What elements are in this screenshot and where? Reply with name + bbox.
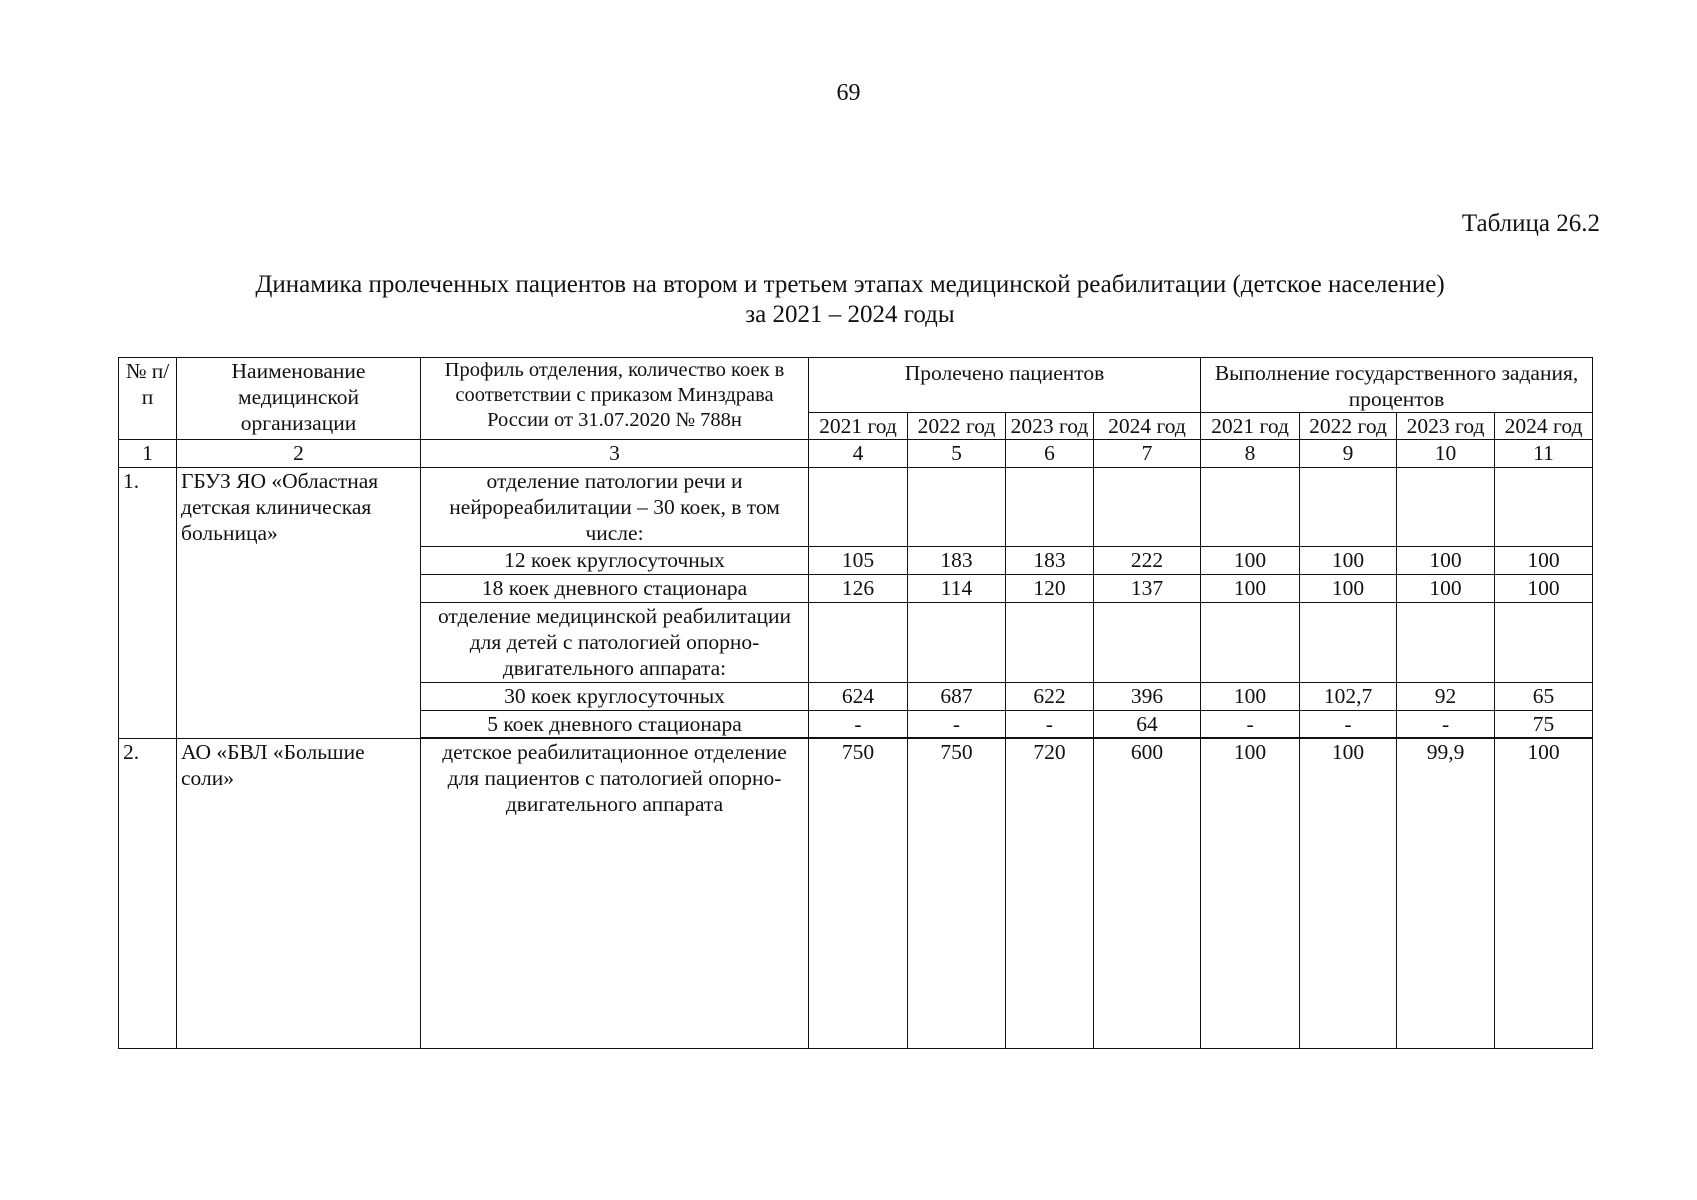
value-cell: 99,9: [1397, 739, 1495, 1049]
row-org: ГБУЗ ЯО «Областная детская клиническая больница»: [177, 468, 421, 739]
col-number: 6: [1006, 440, 1094, 468]
value-cell: 396: [1094, 683, 1201, 711]
col-number: 8: [1201, 440, 1300, 468]
value-cell: 105: [809, 547, 908, 575]
document-title: [170, 270, 1530, 330]
empty-cell: [1006, 468, 1094, 547]
value-cell: 100: [1201, 575, 1300, 603]
title-line-1: Динамика пролеченных пациентов на втором и третьем этапах медицинской реабилитации (детское население): [255, 271, 1445, 298]
empty-cell: [1495, 603, 1593, 683]
col-number: 4: [809, 440, 908, 468]
empty-cell: [1201, 603, 1300, 683]
empty-cell: [908, 468, 1006, 547]
section-title: отделение патологии речи и нейрореабилитации – 30 коек, в том числе:: [421, 468, 809, 547]
table-row: [119, 739, 1593, 1049]
value-cell: -: [809, 711, 908, 738]
value-cell: 222: [1094, 547, 1201, 575]
value-cell: -: [1300, 711, 1397, 738]
value-cell: 100: [1201, 739, 1300, 1049]
table-label: Таблица 26.2: [1461, 210, 1600, 237]
empty-cell: [1300, 603, 1397, 683]
profile-text: детское реабилитационное отделение для пациентов с патологией опорно-двигательного аппарата: [421, 739, 809, 1049]
value-cell: -: [1006, 711, 1094, 738]
empty-cell: [1397, 468, 1495, 547]
value-cell: -: [908, 711, 1006, 738]
value-cell: 750: [809, 739, 908, 1049]
value-cell: 120: [1006, 575, 1094, 603]
value-cell: 100: [1495, 547, 1593, 575]
value-cell: 64: [1094, 711, 1201, 738]
value-cell: 183: [908, 547, 1006, 575]
value-cell: -: [1201, 711, 1300, 738]
table-row: [119, 468, 1593, 547]
empty-cell: [809, 603, 908, 683]
header-profile: Профиль отделения, количество коек в соответствии с приказом Минздрава России от 31.07.2020 № 788н: [421, 358, 809, 440]
empty-cell: [908, 603, 1006, 683]
value-cell: 100: [1201, 683, 1300, 711]
value-cell: 102,7: [1300, 683, 1397, 711]
value-cell: 720: [1006, 739, 1094, 1049]
empty-cell: [1094, 603, 1201, 683]
header-num: № п/п: [119, 358, 177, 440]
value-cell: 622: [1006, 683, 1094, 711]
title-line-2: за 2021 – 2024 годы: [745, 301, 955, 328]
row-org: АО «БВЛ «Большие соли»: [177, 739, 421, 1049]
empty-cell: [1300, 468, 1397, 547]
value-cell: 126: [809, 575, 908, 603]
section-title: отделение медицинской реабилитации для детей с патологией опорно-двигательного аппарата:: [421, 603, 809, 683]
header-year: 2023 год: [1397, 413, 1495, 440]
empty-cell: [1094, 468, 1201, 547]
col-number: 11: [1495, 440, 1593, 468]
col-number: 1: [119, 440, 177, 468]
item-label: 30 коек круглосуточных: [421, 683, 809, 711]
item-label: 18 коек дневного стационара: [421, 575, 809, 603]
col-number: 10: [1397, 440, 1495, 468]
value-cell: 183: [1006, 547, 1094, 575]
header-fulfillment: Выполнение государственного задания, процентов: [1201, 358, 1593, 413]
col-number: 9: [1300, 440, 1397, 468]
value-cell: 100: [1397, 575, 1495, 603]
column-numbers-row: [119, 440, 1593, 468]
header-year: 2023 год: [1006, 413, 1094, 440]
empty-cell: [809, 468, 908, 547]
value-cell: 92: [1397, 683, 1495, 711]
col-number: 5: [908, 440, 1006, 468]
value-cell: 100: [1300, 547, 1397, 575]
empty-cell: [1397, 603, 1495, 683]
empty-cell: [1006, 603, 1094, 683]
rehab-patients-table: [118, 357, 1593, 1049]
row-num: 2.: [119, 739, 177, 1049]
col-number: 3: [421, 440, 809, 468]
value-cell: 137: [1094, 575, 1201, 603]
value-cell: 624: [809, 683, 908, 711]
value-cell: 750: [908, 739, 1006, 1049]
item-label: 5 коек дневного стационара: [421, 711, 809, 738]
header-year: 2021 год: [809, 413, 908, 440]
value-cell: 687: [908, 683, 1006, 711]
col-number: 7: [1094, 440, 1201, 468]
value-cell: -: [1397, 711, 1495, 738]
col-number: 2: [177, 440, 421, 468]
value-cell: 100: [1495, 575, 1593, 603]
value-cell: 65: [1495, 683, 1593, 711]
value-cell: 114: [908, 575, 1006, 603]
value-cell: 600: [1094, 739, 1201, 1049]
header-year: 2024 год: [1495, 413, 1593, 440]
header-year: 2021 год: [1201, 413, 1300, 440]
header-year: 2024 год: [1094, 413, 1201, 440]
header-year: 2022 год: [1300, 413, 1397, 440]
header-treated: Пролечено пациентов: [809, 358, 1201, 413]
value-cell: 100: [1201, 547, 1300, 575]
empty-cell: [1495, 468, 1593, 547]
row-num: 1.: [119, 468, 177, 739]
header-row-1: [119, 358, 1593, 413]
header-org: Наименование медицинской организации: [177, 358, 421, 440]
header-year: 2022 год: [908, 413, 1006, 440]
value-cell: 100: [1300, 739, 1397, 1049]
value-cell: 75: [1495, 711, 1593, 738]
value-cell: 100: [1397, 547, 1495, 575]
value-cell: 100: [1495, 739, 1593, 1049]
page-number: 69: [836, 80, 861, 106]
value-cell: 100: [1300, 575, 1397, 603]
item-label: 12 коек круглосуточных: [421, 547, 809, 575]
empty-cell: [1201, 468, 1300, 547]
